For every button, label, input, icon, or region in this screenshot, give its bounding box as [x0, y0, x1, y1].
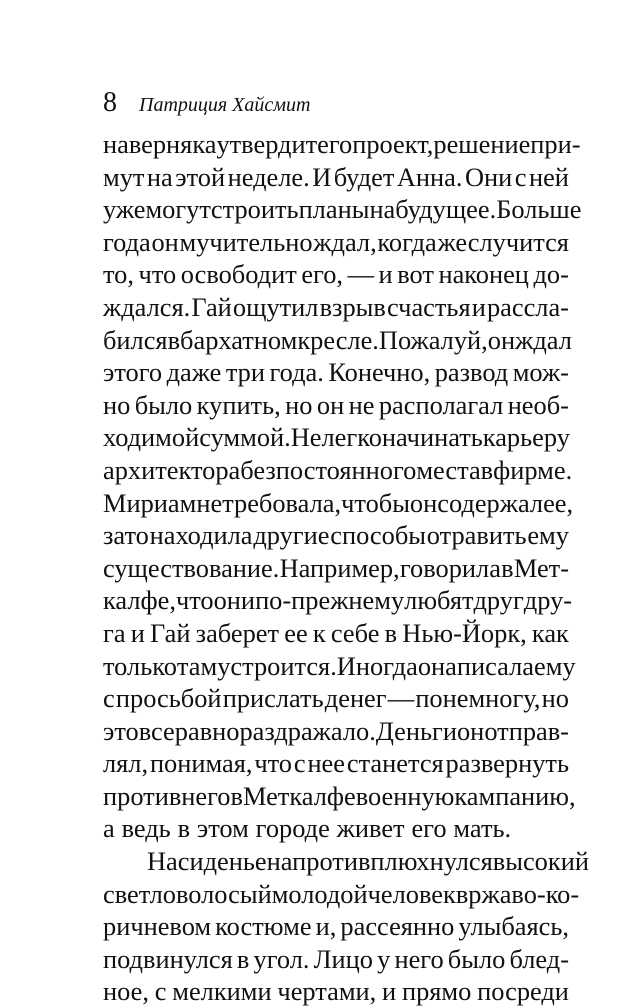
text-line: с просьбой прислать денег — понемногу, но: [103, 683, 569, 714]
text-line: архитектора без постоянного места в фирме.: [103, 454, 573, 485]
text-line: мут на этой неделе. И будет Анна. Они с ней: [103, 161, 569, 192]
text-line: ходимой суммой. Нелегко начинать карьеру: [103, 422, 570, 453]
text-line: только там устроится. Иногда она писала ему: [103, 650, 576, 681]
text-line: калфе, что они по-прежнему любят друг дру-: [103, 585, 573, 616]
text-line: ричневом костюме и, рассеянно улыбаясь,: [103, 911, 569, 942]
text-line: а ведь в этом городе живет его мать.: [103, 813, 512, 844]
text-line: наверняка утвердит его проект, решение при-: [103, 129, 581, 159]
text-line: подвинулся в угол. Лицо у него было блед-: [103, 943, 569, 974]
text-line: светловолосый молодой человек в ржаво-ко-: [103, 878, 580, 909]
page-header: [103, 86, 310, 120]
text-line: но было купить, но он не располагал необ-: [103, 389, 569, 420]
text-line: то, что освободит его, — и вот наконец до-: [103, 259, 569, 290]
text-line: это все равно раздражало. Деньги он отправ-: [103, 715, 569, 746]
text-line: этого даже три года. Конечно, развод мож-: [103, 357, 569, 388]
text-line: бился в бархатном кресле. Пожалуй, он ждал: [103, 324, 572, 355]
running-head-author: Патриция Хайсмит: [139, 94, 311, 116]
text-line: На сиденье напротив плюхнулся высокий: [147, 846, 589, 877]
page-number: 8: [103, 87, 117, 118]
text-line: против него в Меткалфе военную кампанию,: [103, 780, 576, 811]
text-line: лял, понимая, что с нее станется развернуть: [103, 748, 569, 779]
text-line: ждался. Гай ощутил взрыв счастья и рассла-: [103, 291, 569, 322]
text-line: года он мучительно ждал, когда же случится: [103, 226, 569, 257]
text-line: га и Гай заберет ее к себе в Нью-Йорк, как: [103, 617, 569, 648]
text-line: зато находила другие способы отравить ему: [103, 520, 569, 551]
body-text: [103, 128, 589, 1008]
text-line: существование. Например, говорила в Мет-: [103, 552, 569, 583]
text-line: уже могут строить планы на будущее. Больше: [103, 194, 582, 225]
text-line: Мириам не требовала, чтобы он содержал ее,: [103, 487, 574, 518]
text-line: ное, с мелкими чертами, и прямо посреди: [103, 976, 569, 1007]
